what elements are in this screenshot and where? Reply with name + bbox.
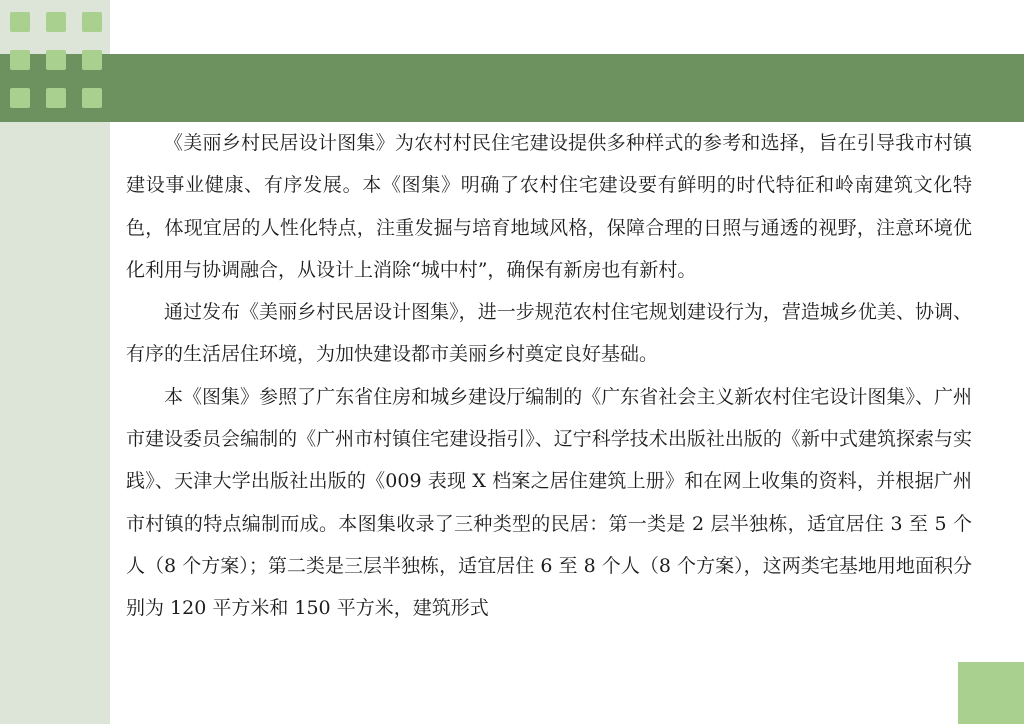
paragraph-purpose: 通过发布《美丽乡村民居设计图集》，进一步规范农村住宅规划建设行为，营造城乡优美、协调、有序的生活居住环境，为加快建设都市美丽乡村奠定良好基础。 [126, 301, 972, 366]
deco-square [46, 88, 66, 108]
deco-square [10, 12, 30, 32]
header-band [0, 54, 1024, 122]
paragraph-intro: 《美丽乡村民居设计图集》为农村村民住宅建设提供多种样式的参考和选择，旨在引导我市村镇建设事业健康、有序发展。本《图集》明确了农村住宅建设要有鲜明的时代特征和岭南建筑文化特色，体现宜居的人性化特点，注重发掘与培育地域风格，保障合理的日照与通透的视野，注意环境优化利用与协调融合，从设计上消除“城中村”，确保有新房也有新村。 [126, 132, 972, 281]
deco-square [46, 50, 66, 70]
deco-square [10, 88, 30, 108]
deco-square [82, 88, 102, 108]
deco-square [10, 50, 30, 70]
deco-square [82, 12, 102, 32]
decorative-square-grid [10, 12, 106, 108]
deco-square [46, 12, 66, 32]
corner-decorative-block [958, 662, 1024, 724]
paragraph-references: 本《图集》参照了广东省住房和城乡建设厅编制的《广东省社会主义新农村住宅设计图集》、广州市建设委员会编制的《广州市村镇住宅建设指引》、辽宁科学技术出版社出版的《新中式建筑探索与实践》、天津大学出版社出版的《009 表现 X 档案之居住建筑上册》和在网上收集的资料，并根据广州市村镇的特点编制而成。本图集收录了三种类型的民居：第一类是 2 层半独栋，适宜居住 3 至 5 个人（8 个方案）；第二类是三层半独栋，适宜居住 6 至 8 个人（8 个方案），这两类宅基地用地面积分别为 120 平方米和 150 平方米，建筑形式 [126, 385, 972, 620]
document-body [126, 122, 972, 630]
deco-square [82, 50, 102, 70]
